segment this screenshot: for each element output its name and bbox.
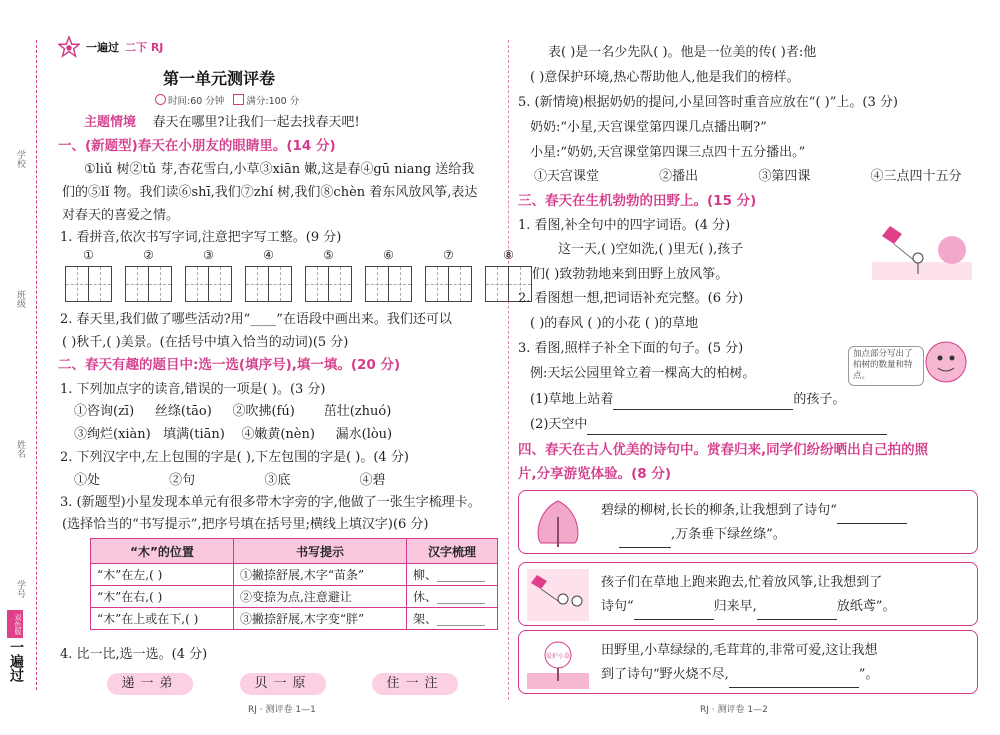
exam-title: 第一单元测评卷 bbox=[163, 69, 276, 88]
table-cell[interactable]: 架、________ bbox=[407, 608, 498, 630]
kite-field-illustration bbox=[872, 222, 972, 280]
q33-item-1 bbox=[530, 391, 845, 410]
sign-text: 爱护小草 bbox=[545, 653, 571, 660]
section-4-title-line2: 片,分享游览体验。(8 分) bbox=[518, 466, 672, 482]
card-2-line-1: 孩子们在草地上跑来跑去,忙着放风筝,让我想到了 bbox=[601, 575, 883, 590]
answer-cell[interactable] bbox=[305, 266, 329, 302]
q33-item-1-prefix: (1)草地上站着 bbox=[530, 392, 614, 407]
box-number: ③ bbox=[203, 248, 214, 262]
willow-tree-illustration bbox=[527, 497, 589, 549]
table-header: 书写提示 bbox=[234, 539, 407, 564]
compare-pill: 住一注 bbox=[372, 673, 458, 695]
question-5: 5. (新情境)根据奶奶的提问,小星回答时重音应放在“( )”上。(3 分) bbox=[518, 95, 898, 110]
answer-cell[interactable] bbox=[89, 266, 112, 302]
section-2-title: 二、春天有趣的题目中:选一选(填序号),填一填。(20 分) bbox=[58, 357, 401, 373]
card-2-text: 放纸鸢”。 bbox=[836, 599, 896, 614]
q21-options-row2 bbox=[74, 426, 392, 444]
cut-line bbox=[36, 40, 37, 690]
q33-item-2 bbox=[530, 416, 887, 435]
card-3-line-2 bbox=[601, 663, 878, 688]
option: 丝绦(tāo) bbox=[154, 404, 212, 419]
option: 漏水(lòu) bbox=[335, 427, 393, 442]
answer-blank[interactable] bbox=[613, 391, 793, 410]
answer-blank[interactable] bbox=[587, 416, 887, 435]
card-2-line-2 bbox=[601, 595, 895, 620]
table-cell[interactable]: “木”在右,( ) bbox=[91, 586, 234, 608]
table-row bbox=[91, 586, 498, 608]
option: ②句 bbox=[169, 473, 196, 488]
class-label: 班级 bbox=[15, 290, 25, 308]
writing-grid bbox=[65, 248, 532, 302]
section-4-title: 四、春天在古人优美的诗句中。赏春归来,同学们纷纷晒出自己拍的照 bbox=[518, 442, 929, 458]
option: ②播出 bbox=[659, 169, 699, 184]
hint-bubble: 加点部分写出了柏树的数量和特点。 bbox=[848, 346, 924, 386]
q33-item-1-suffix: 的孩子。 bbox=[793, 392, 846, 407]
option: ③绚烂(xiàn) bbox=[74, 427, 151, 442]
option: ①处 bbox=[74, 473, 101, 488]
question-3-3: 3. 看图,照样子补全下面的句子。(5 分) bbox=[518, 341, 744, 356]
answer-cell[interactable] bbox=[449, 266, 472, 302]
table-cell: ②变捺为点,注意避让 bbox=[234, 586, 407, 608]
card-1-line-1 bbox=[601, 499, 907, 524]
option: ②吹拂(fú) bbox=[232, 404, 295, 419]
table-row bbox=[91, 608, 498, 630]
theme-label: 主题情境 bbox=[84, 115, 137, 130]
table-row bbox=[91, 564, 498, 586]
series-name: 一遍过 bbox=[86, 41, 119, 54]
card-3-text-end: ”。 bbox=[858, 667, 879, 682]
answer-blank[interactable] bbox=[837, 499, 907, 524]
q31-line-2: 们( )致勃勃地来到田野上放风筝。 bbox=[532, 267, 729, 282]
table-cell[interactable]: 休、________ bbox=[407, 586, 498, 608]
school-label: 学校 bbox=[15, 150, 25, 168]
box-number: ① bbox=[83, 248, 94, 262]
option: 茁壮(zhuó) bbox=[323, 404, 392, 419]
q5-options bbox=[534, 168, 961, 186]
theme-line bbox=[84, 114, 360, 132]
page-header bbox=[58, 36, 163, 58]
question-2-4: 4. 比一比,选一选。(4 分) bbox=[60, 647, 208, 662]
section-1-title: 一、(新题型)春天在小朋友的眼睛里。(14 分) bbox=[58, 138, 336, 154]
passage-line-3: 对春天的喜爱之情。 bbox=[62, 208, 180, 223]
section-3-title: 三、春天在生机勃勃的田野上。(15 分) bbox=[518, 193, 757, 209]
option: 填满(tiān) bbox=[163, 427, 225, 442]
q33-item-2-prefix: (2)天空中 bbox=[530, 417, 588, 432]
q22-options bbox=[74, 472, 385, 490]
brand-tag: 双色版 bbox=[7, 610, 23, 638]
option: ③底 bbox=[264, 473, 291, 488]
card-2-text: 诗句“ bbox=[601, 599, 634, 614]
table-cell[interactable]: “木”在上或在下,( ) bbox=[91, 608, 234, 630]
table-cell: ③撇捺舒展,木字变“胖” bbox=[234, 608, 407, 630]
question-2-3: 3. (新题型)小星发现本单元有很多带木字旁的字,他做了一张生字梳理卡。 bbox=[60, 495, 481, 510]
q21-options-row1 bbox=[74, 403, 391, 421]
clock-icon bbox=[155, 94, 166, 105]
star-logo-icon bbox=[58, 36, 80, 58]
student-id-label: 学号 bbox=[15, 580, 25, 598]
answer-cell[interactable] bbox=[185, 266, 209, 302]
question-3-2: 2. 看图想一想,把词语补充完整。(6 分) bbox=[518, 291, 744, 306]
check-icon bbox=[233, 94, 244, 105]
answer-cell[interactable] bbox=[65, 266, 89, 302]
grade-label: 二下 RJ bbox=[125, 41, 164, 54]
answer-cell[interactable] bbox=[365, 266, 389, 302]
box-number: ④ bbox=[263, 248, 274, 262]
table-header: “木”的位置 bbox=[91, 539, 234, 564]
question-1-2-line2: ( )秋千,( )美景。(在括号中填入恰当的动词)(5 分) bbox=[62, 335, 349, 350]
answer-cell[interactable] bbox=[269, 266, 292, 302]
xiaoxing-line: 小星:“奶奶,天宫课堂第四课三点四十五分播出。” bbox=[530, 145, 806, 160]
poem-card-1 bbox=[518, 490, 978, 554]
answer-cell[interactable] bbox=[149, 266, 172, 302]
question-1-1: 1. 看拼音,依次书写字词,注意把字写工整。(9 分) bbox=[60, 230, 342, 245]
answer-cell[interactable] bbox=[245, 266, 269, 302]
option: ④碧 bbox=[359, 473, 386, 488]
answer-blank[interactable] bbox=[619, 523, 671, 548]
card-1-line-2 bbox=[619, 523, 786, 548]
table-cell[interactable]: 柳、________ bbox=[407, 564, 498, 586]
right-line-1: 表( )是一名少先队( )。他是一位美的传( )者:他 bbox=[548, 45, 817, 60]
passage-line-1: ①liǔ 树②tǔ 芽,杏花雪白,小草③xiān 嫩,这是春④gū niang 送给我 bbox=[84, 162, 475, 177]
card-3-text: 到了诗句“野火烧不尽, bbox=[601, 667, 729, 682]
question-1-2: 2. 春天里,我们做了哪些活动?用“____”在语段中画出来。我们还可以 bbox=[60, 312, 452, 327]
answer-blank[interactable] bbox=[757, 595, 837, 620]
footer-left: RJ · 测评卷 1—1 bbox=[248, 705, 316, 715]
question-2-1: 1. 下列加点字的读音,错误的一项是( )。(3 分) bbox=[60, 382, 326, 397]
page-divider bbox=[508, 40, 509, 700]
grandma-line: 奶奶:“小星,天宫课堂第四课几点播出啊?” bbox=[530, 120, 767, 135]
passage-line-2: 们的⑤lǐ 物。我们读⑥shī,我们⑦zhí 树,我们⑧chèn 着东风放风筝,表达 bbox=[62, 185, 478, 200]
answer-cell[interactable] bbox=[389, 266, 412, 302]
question-2-3-line2: (选择恰当的“书写提示”,把序号填在括号里;横线上填汉字)(6 分) bbox=[62, 517, 429, 532]
name-label: 姓名 bbox=[15, 440, 25, 458]
answer-cell[interactable] bbox=[485, 266, 509, 302]
compare-pill: 递一弟 bbox=[107, 673, 193, 695]
box-number: ⑤ bbox=[323, 248, 334, 262]
grass-sign-illustration bbox=[527, 637, 589, 689]
hedgehog-mascot-icon bbox=[918, 336, 974, 388]
answer-cell[interactable] bbox=[125, 266, 149, 302]
exam-meta bbox=[155, 93, 299, 107]
table-cell[interactable]: “木”在左,( ) bbox=[91, 564, 234, 586]
option: ④嫩黄(nèn) bbox=[241, 427, 315, 442]
card-1-text-2: ,万条垂下绿丝绦”。 bbox=[671, 527, 786, 542]
table-cell: ①撇捺舒展,木字“苗条” bbox=[234, 564, 407, 586]
question-2-2: 2. 下列汉字中,左上包围的字是( ),下左包围的字是( )。(4 分) bbox=[60, 450, 409, 465]
table-header: 汉字梳理 bbox=[407, 539, 498, 564]
option: ①咨询(zī) bbox=[74, 404, 135, 419]
card-1-text: 碧绿的柳树,长长的柳条,让我想到了诗句“ bbox=[601, 503, 837, 518]
time-limit: 时间:60 分钟 bbox=[168, 96, 225, 107]
question-3-1: 1. 看图,补全句中的四字词语。(4 分) bbox=[518, 218, 731, 233]
full-score: 满分:100 分 bbox=[246, 96, 300, 107]
option: ①天宫课堂 bbox=[534, 169, 600, 184]
right-line-2: ( )意保护环境,热心帮助他人,他是我们的榜样。 bbox=[530, 70, 800, 85]
box-number: ② bbox=[143, 248, 154, 262]
answer-cell[interactable] bbox=[425, 266, 449, 302]
answer-blank[interactable] bbox=[634, 595, 714, 620]
kids-flying-kite-illustration bbox=[527, 569, 589, 621]
box-number: ⑧ bbox=[503, 248, 514, 262]
card-2-text: 归来早, bbox=[713, 599, 757, 614]
q32-line: ( )的春风 ( )的小花 ( )的草地 bbox=[530, 316, 699, 331]
footer-right: RJ · 测评卷 1—2 bbox=[700, 705, 768, 715]
q31-line-1: 这一天,( )空如洗,( )里无( ),孩子 bbox=[558, 242, 744, 257]
box-number: ⑥ bbox=[383, 248, 394, 262]
answer-cell[interactable] bbox=[329, 266, 352, 302]
q33-example: 例:天坛公园里耸立着一棵高大的柏树。 bbox=[530, 366, 756, 381]
box-number: ⑦ bbox=[443, 248, 454, 262]
option: ④三点四十五分 bbox=[870, 169, 962, 184]
option: ③第四课 bbox=[758, 169, 811, 184]
compare-pill: 贝一原 bbox=[240, 673, 326, 695]
theme-text: 春天在哪里?让我们一起去找春天吧! bbox=[152, 115, 360, 130]
answer-blank[interactable] bbox=[729, 663, 859, 688]
answer-cell[interactable] bbox=[209, 266, 232, 302]
card-3-line-1: 田野里,小草绿绿的,毛茸茸的,非常可爱,这让我想 bbox=[601, 643, 878, 658]
brand-logo-text: 一遍过 bbox=[8, 640, 24, 682]
poem-card-2 bbox=[518, 562, 978, 626]
poem-card-3 bbox=[518, 630, 978, 694]
binding-sidebar bbox=[0, 0, 46, 735]
stroke-table bbox=[90, 538, 498, 630]
